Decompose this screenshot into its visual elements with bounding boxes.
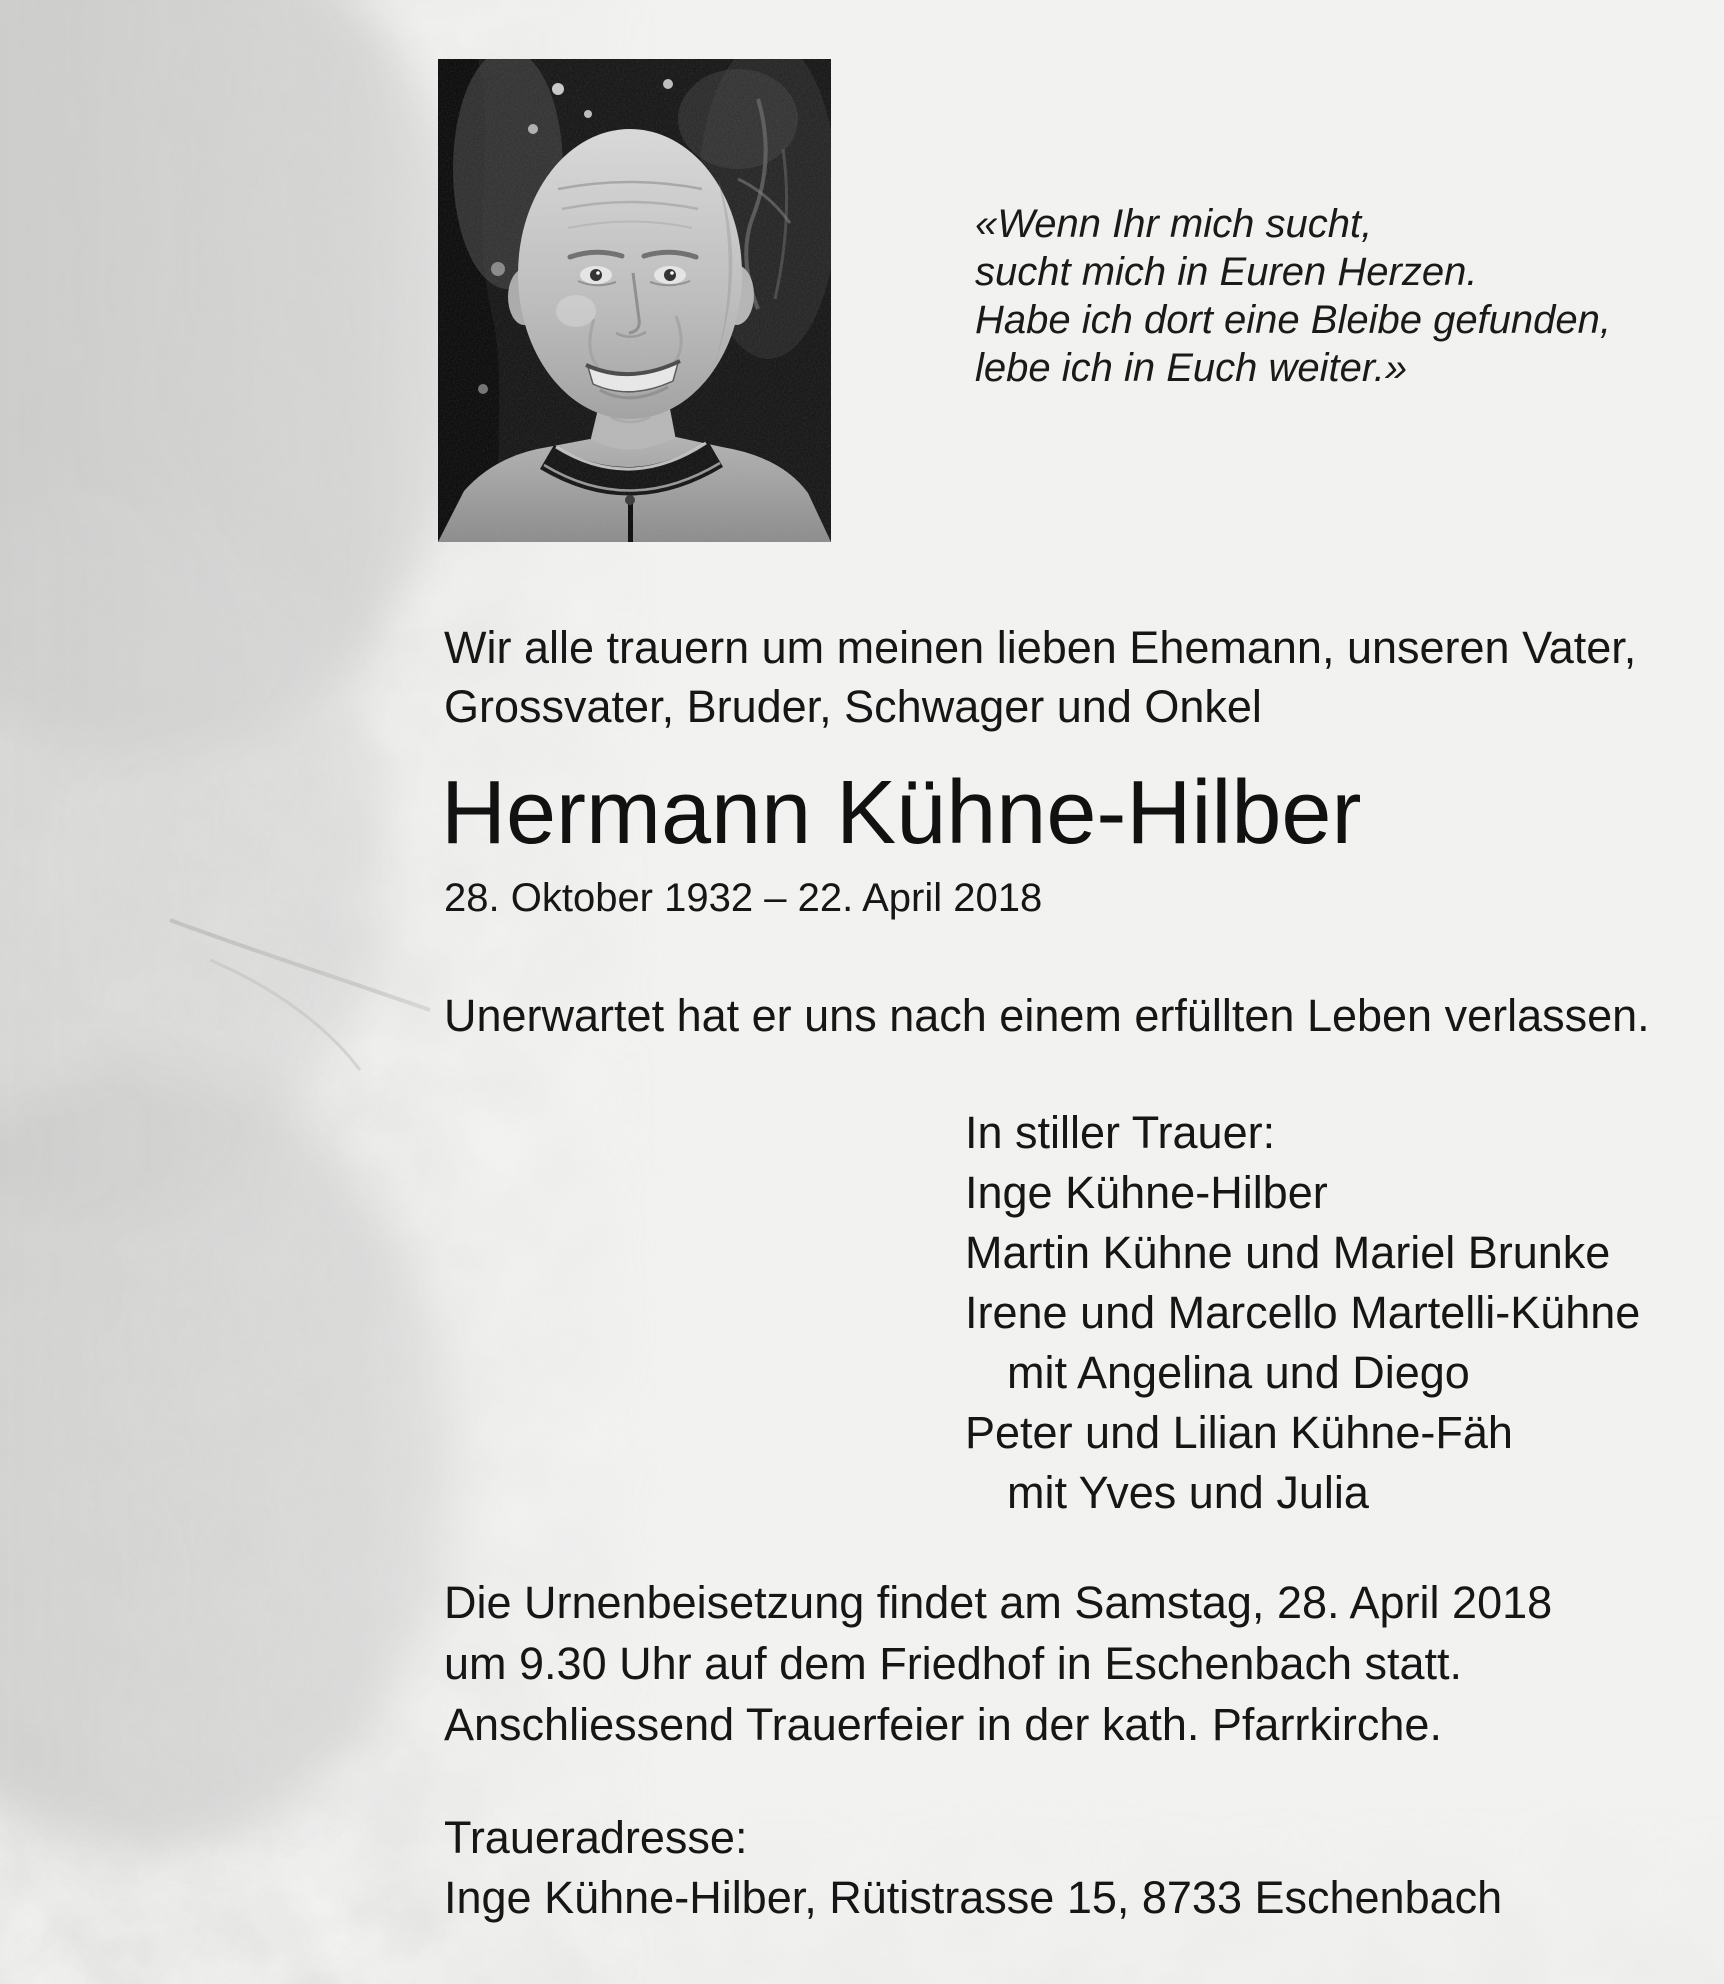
mourners-block (965, 1103, 1640, 1523)
intro-paragraph (444, 618, 1636, 736)
mourner-line: Martin Kühne und Mariel Brunke (965, 1227, 1611, 1278)
funeral-line: Anschliessend Trauerfeier in der kath. Pfarrkirche. (444, 1699, 1442, 1750)
farewell-message: Unerwartet hat er uns nach einem erfüllten Leben verlassen. (444, 990, 1650, 1041)
mourner-line: Peter und Lilian Kühne-Fäh (965, 1407, 1513, 1458)
mourner-line: Irene und Marcello Martelli-Kühne (965, 1287, 1641, 1338)
address-value: Inge Kühne-Hilber, Rütistrasse 15, 8733 Eschenbach (444, 1872, 1503, 1923)
quote-line: lebe ich in Euch weiter.» (975, 346, 1408, 390)
funeral-line: Die Urnenbeisetzung findet am Samstag, 28. April 2018 (444, 1577, 1553, 1628)
funeral-info (444, 1572, 1552, 1755)
portrait-photo (438, 59, 831, 542)
mourner-line: Inge Kühne-Hilber (965, 1167, 1328, 1218)
memorial-quote (975, 200, 1611, 392)
mourner-line: mit Angelina und Diego (1007, 1347, 1470, 1398)
deceased-name: Hermann Kühne-Hilber (441, 763, 1362, 863)
address-label: Traueradresse: (444, 1812, 748, 1863)
quote-line: Habe ich dort eine Bleibe gefunden, (975, 298, 1612, 342)
quote-line: sucht mich in Euren Herzen. (975, 250, 1478, 294)
funeral-line: um 9.30 Uhr auf dem Friedhof in Eschenbach statt. (444, 1638, 1463, 1689)
mourning-address-block (444, 1808, 1502, 1928)
photo-grain (438, 59, 831, 542)
mourning-label: In stiller Trauer: (965, 1107, 1276, 1158)
intro-line: Wir alle trauern um meinen lieben Ehemann, unseren Vater, (444, 622, 1637, 673)
quote-line: «Wenn Ihr mich sucht, (975, 202, 1373, 246)
life-dates: 28. Oktober 1932 – 22. April 2018 (444, 876, 1043, 920)
intro-line: Grossvater, Bruder, Schwager und Onkel (444, 681, 1262, 732)
mourner-line: mit Yves und Julia (1007, 1467, 1369, 1518)
